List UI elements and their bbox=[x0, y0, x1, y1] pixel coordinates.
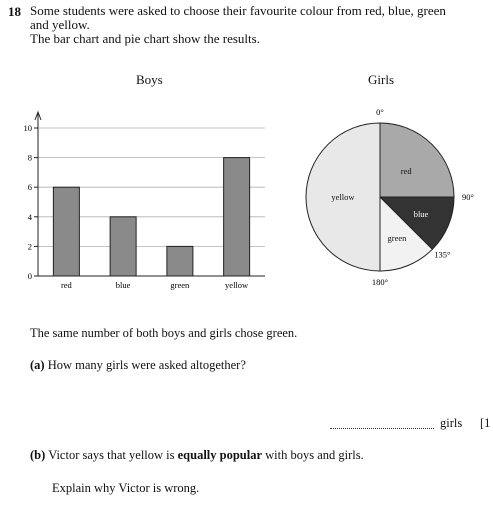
bar-y-tick-label: 6 bbox=[27, 182, 32, 193]
pie-slice-red bbox=[380, 123, 454, 197]
part-a-label: (a) bbox=[30, 358, 45, 372]
pie-label-yellow: yellow bbox=[331, 192, 355, 202]
part-b-instruction: Explain why Victor is wrong. bbox=[52, 481, 200, 495]
pie-chart bbox=[290, 98, 490, 298]
intro-line-2: and yellow. bbox=[30, 17, 90, 32]
bar-x-label: red bbox=[60, 280, 72, 290]
part-a-marks: [1 bbox=[480, 416, 491, 430]
part-b-text-bold: equally popular bbox=[177, 448, 263, 462]
bar-y-tick-label: 2 bbox=[27, 241, 32, 252]
part-b-question bbox=[30, 448, 364, 463]
green-statement: The same number of both boys and girls chose green. bbox=[30, 326, 298, 340]
bar-yellow bbox=[224, 158, 250, 276]
question-intro bbox=[30, 4, 480, 46]
pie-angle-label: 90° bbox=[462, 192, 474, 202]
part-a-unit: girls bbox=[440, 416, 463, 430]
bar-x-label: green bbox=[170, 280, 190, 290]
bar-y-tick-label: 8 bbox=[27, 152, 32, 163]
intro-line-3: The bar chart and pie chart show the results. bbox=[30, 31, 260, 46]
bar-y-tick-label: 10 bbox=[23, 123, 32, 133]
part-a-question bbox=[30, 358, 246, 373]
part-a-text: How many girls were asked altogether? bbox=[47, 358, 246, 372]
pie-angle-label: 0° bbox=[376, 107, 384, 117]
bar-x-label: yellow bbox=[225, 280, 249, 290]
pie-label-blue: blue bbox=[413, 208, 429, 219]
pie-angle-label: 135° bbox=[434, 249, 451, 260]
part-b-label: (b) bbox=[30, 448, 46, 462]
bar-red bbox=[53, 187, 79, 276]
bar-green bbox=[167, 246, 193, 276]
pie-angle-label: 180° bbox=[371, 277, 389, 287]
bar-blue bbox=[110, 217, 136, 276]
pie-chart-title: Girls bbox=[368, 72, 394, 87]
bar-y-tick-label: 0 bbox=[27, 271, 32, 281]
bar-x-label: blue bbox=[115, 280, 131, 290]
part-b-text-before: Victor says that yellow is bbox=[48, 448, 178, 462]
intro-line-1: Some students were asked to choose their favourite colour from red, blue, green bbox=[30, 3, 446, 18]
part-b-text-after: with boys and girls. bbox=[262, 448, 364, 462]
pie-slices bbox=[306, 123, 454, 271]
pie-label-red: red bbox=[400, 165, 412, 176]
question-number: 18 bbox=[8, 4, 21, 19]
bar-chart-title: Boys bbox=[136, 72, 163, 87]
pie-label-green: green bbox=[387, 233, 407, 244]
bar-y-tick-label: 4 bbox=[27, 211, 32, 222]
part-a-answer-line[interactable] bbox=[330, 428, 434, 429]
bar-x-labels bbox=[61, 280, 249, 290]
bar-chart bbox=[0, 100, 280, 300]
